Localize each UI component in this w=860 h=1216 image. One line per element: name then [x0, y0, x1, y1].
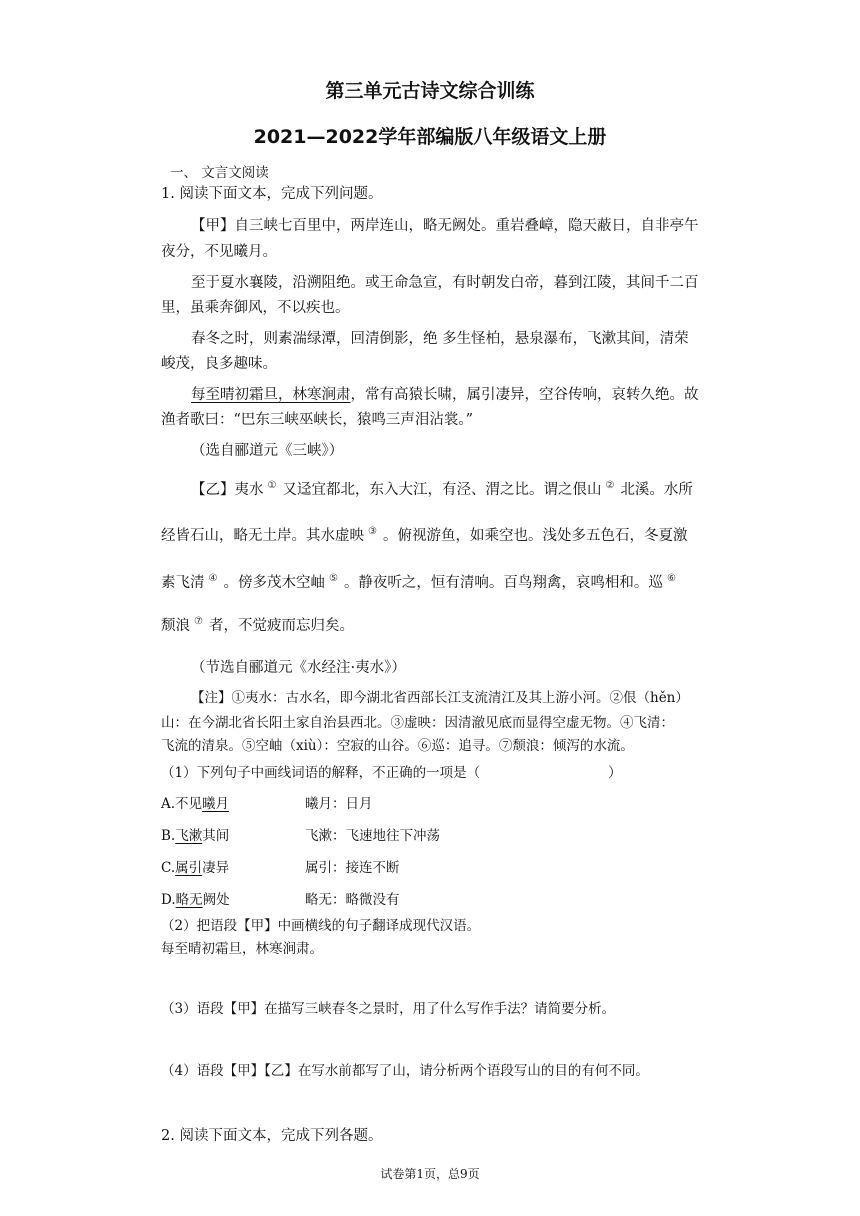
- notes-line1: 【注】①夷水：古水名，即今湖北省西部长江支流清江及其上游小河。②佷（hěn）: [191, 690, 689, 706]
- jia-p2-line2: 里，虽乘奔御风，不以疾也。: [161, 300, 350, 316]
- yi-source: （节选自郦道元《水经注·夷水》）: [191, 660, 406, 676]
- option-d[interactable]: D.略无阙处: [161, 892, 230, 908]
- jia-p1-line2: 夜分，不见曦月。: [161, 244, 277, 260]
- jia-p2-line1: 至于夏水襄陵，沿溯阻绝。或王命急宣，有时朝发白帝，暮到江陵，其间千二百: [191, 275, 699, 291]
- note-mark: ⑤: [328, 573, 338, 585]
- underlined-word: 飞漱: [175, 828, 203, 844]
- q2-sentence: 每至晴初霜旦，林寒涧肃。: [161, 941, 323, 957]
- question-2-intro: 2. 阅读下面文本，完成下列各题。: [161, 1128, 383, 1144]
- jia-p3-line2: 峻茂，良多趣味。: [161, 356, 277, 372]
- q2-stem: （2）把语段【甲】中画横线的句子翻译成现代汉语。: [161, 918, 481, 934]
- underlined-word: 属引: [175, 860, 203, 876]
- q1-stem: （1）下列句子中画线词语的解释，不正确的一项是（ ）: [161, 765, 622, 781]
- notes-line2: 山：在今湖北省长阳土家自治县西北。③虚映：因清澈见底而显得空虚无物。④飞清：: [161, 715, 674, 731]
- q3-stem: （3）语段【甲】在描写三峡春冬之景时，用了什么写作手法？请简要分析。: [161, 1001, 616, 1017]
- question-1-intro: 1. 阅读下面文本，完成下列问题。: [161, 186, 383, 202]
- option-b[interactable]: B.飞漱其间: [161, 828, 230, 844]
- jia-source: （选自郦道元《三峡》）: [191, 443, 344, 459]
- option-a-explanation: 曦月：日月: [305, 796, 373, 812]
- yi-line4: 颓浪 ⑦ 者，不觉疲而忘归矣。: [161, 616, 354, 634]
- underlined-sentence: 每至晴初霜旦，林寒涧肃: [191, 387, 351, 403]
- jia-p1-line1: 【甲】自三峡七百里中，两岸连山，略无阙处。重岩叠嶂，隐天蔽日，自非亭午: [191, 218, 699, 234]
- option-c[interactable]: C.属引凄异: [161, 860, 230, 876]
- page-footer: 试卷第1页，总9页: [380, 1167, 480, 1181]
- note-mark: ⑥: [666, 573, 676, 585]
- jia-p3-line1: 春冬之时，则素湍绿潭，回清倒影，绝 多生怪柏，悬泉瀑布，飞漱其间，清荣: [191, 331, 689, 347]
- page-subtitle: 2021—2022学年部编版八年级语文上册: [253, 126, 607, 148]
- yi-line3: 素飞清 ④ 。傍多茂木空岫 ⑤ 。静夜听之，恒有清响。百鸟翔禽，哀鸣相和。巡 ⑥: [161, 573, 676, 591]
- note-mark: ⑦: [194, 616, 203, 628]
- option-c-explanation: 属引：接连不断: [305, 860, 400, 876]
- option-d-explanation: 略无：略微没有: [305, 892, 400, 908]
- jia-p4-line2: 渔者歌曰：“巴东三峡巫峡长，猿鸣三声泪沾裳。”: [161, 412, 474, 428]
- note-mark: ④: [208, 573, 218, 585]
- note-mark: ②: [605, 480, 615, 492]
- underlined-word: 曦月: [202, 796, 230, 812]
- option-a[interactable]: A.不见曦月: [161, 796, 230, 812]
- option-b-explanation: 飞漱：飞速地往下冲荡: [305, 828, 440, 844]
- yi-line1: 【乙】夷水 ① 又迳宜都北，东入大江，有泾、渭之比。谓之佷山 ② 北溪。水所: [191, 480, 693, 498]
- note-mark: ③: [368, 526, 377, 538]
- note-mark: ①: [267, 480, 277, 492]
- underlined-word: 略无: [175, 892, 203, 908]
- jia-p4-line1: [191, 383, 699, 404]
- jia-p4-rest: ，常有高猿长啸，属引凄异，空谷传响，哀转久绝。故: [350, 387, 699, 403]
- notes-line3: 飞流的清泉。⑤空岫（xiù）：空寂的山谷。⑥巡：追寻。⑦颓浪：倾泻的水流。: [161, 738, 634, 754]
- page-title: 第三单元古诗文综合训练: [325, 80, 535, 102]
- yi-line2: 经皆石山，略无土岸。其水虚映 ③ 。俯视游鱼，如乘空也。浅处多五色石，冬夏激: [161, 526, 688, 544]
- q4-stem: （4）语段【甲】【乙】在写水前都写了山，请分析两个语段写山的目的有何不同。: [161, 1063, 649, 1079]
- section-heading: 一、 文言文阅读: [170, 165, 269, 181]
